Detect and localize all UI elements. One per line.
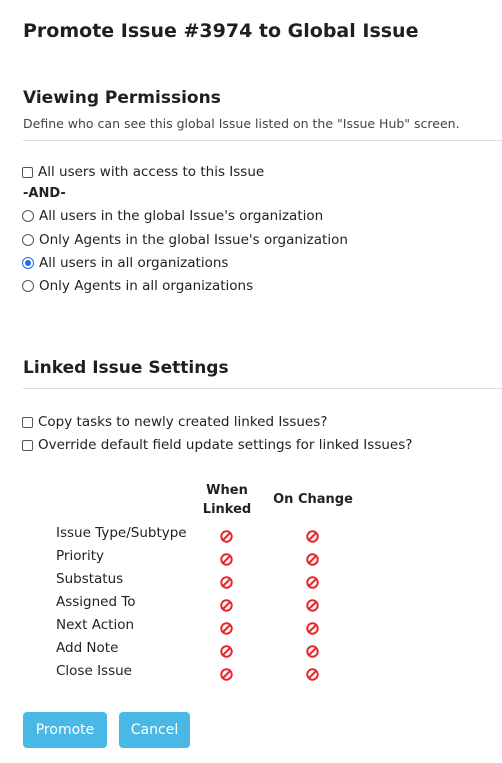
radio-option-all-orgs-agents[interactable] <box>22 277 253 295</box>
radio-button[interactable] <box>22 234 34 246</box>
on-change-disabled-icon[interactable] <box>306 597 319 610</box>
row-label-assigned-to: Assigned To <box>56 594 136 610</box>
on-change-disabled-icon[interactable] <box>306 643 319 656</box>
column-header-when-linked: When Linked <box>202 483 252 517</box>
on-change-disabled-icon[interactable] <box>306 574 319 587</box>
radio-label: Only Agents in the global Issue's organization <box>39 232 348 248</box>
radio-button[interactable] <box>22 280 34 292</box>
all-users-access-checkbox[interactable] <box>22 167 33 178</box>
viewing-permissions-heading: Viewing Permissions <box>23 88 221 108</box>
copy-tasks-checkbox[interactable] <box>22 417 33 428</box>
row-label-next-action: Next Action <box>56 617 135 633</box>
override-settings-option[interactable] <box>22 436 412 454</box>
when-linked-disabled-icon[interactable] <box>220 643 233 656</box>
radio-label: Only Agents in all organizations <box>39 278 254 294</box>
section-divider <box>23 140 502 141</box>
on-change-disabled-icon[interactable] <box>306 551 319 564</box>
copy-tasks-label: Copy tasks to newly created linked Issues? <box>38 414 328 430</box>
row-label-issue-type: Issue Type/Subtype <box>56 525 187 541</box>
copy-tasks-option[interactable] <box>22 413 327 431</box>
radio-option-org-agents[interactable] <box>22 231 348 249</box>
when-linked-disabled-icon[interactable] <box>220 574 233 587</box>
page-title: Promote Issue #3974 to Global Issue <box>23 20 419 42</box>
radio-option-all-orgs-users[interactable] <box>22 254 228 272</box>
override-settings-checkbox[interactable] <box>22 440 33 451</box>
override-settings-label: Override default field update settings for linked Issues? <box>38 437 413 453</box>
when-linked-disabled-icon[interactable] <box>220 528 233 541</box>
on-change-disabled-icon[interactable] <box>306 620 319 633</box>
row-label-substatus: Substatus <box>56 571 124 587</box>
column-header-on-change: On Change <box>273 492 353 507</box>
all-users-access-label: All users with access to this Issue <box>38 164 265 180</box>
all-users-access-option[interactable] <box>22 163 264 181</box>
radio-label: All users in all organizations <box>39 255 229 271</box>
promote-button[interactable]: Promote <box>23 712 107 748</box>
radio-button[interactable] <box>22 210 34 222</box>
row-label-priority: Priority <box>56 548 105 564</box>
row-label-add-note: Add Note <box>56 640 119 656</box>
on-change-disabled-icon[interactable] <box>306 528 319 541</box>
radio-option-org-all-users[interactable] <box>22 207 323 225</box>
radio-button-selected[interactable] <box>22 257 34 269</box>
when-linked-disabled-icon[interactable] <box>220 620 233 633</box>
cancel-button[interactable]: Cancel <box>119 712 190 748</box>
when-linked-disabled-icon[interactable] <box>220 597 233 610</box>
section-divider <box>23 388 502 389</box>
and-separator: -AND- <box>23 186 66 201</box>
row-label-close-issue: Close Issue <box>56 663 132 679</box>
viewing-permissions-description: Define who can see this global Issue listed on the "Issue Hub" screen. <box>23 116 460 131</box>
when-linked-disabled-icon[interactable] <box>220 551 233 564</box>
on-change-disabled-icon[interactable] <box>306 666 319 679</box>
when-linked-disabled-icon[interactable] <box>220 666 233 679</box>
linked-issue-settings-heading: Linked Issue Settings <box>23 358 229 378</box>
radio-label: All users in the global Issue's organization <box>39 208 324 224</box>
